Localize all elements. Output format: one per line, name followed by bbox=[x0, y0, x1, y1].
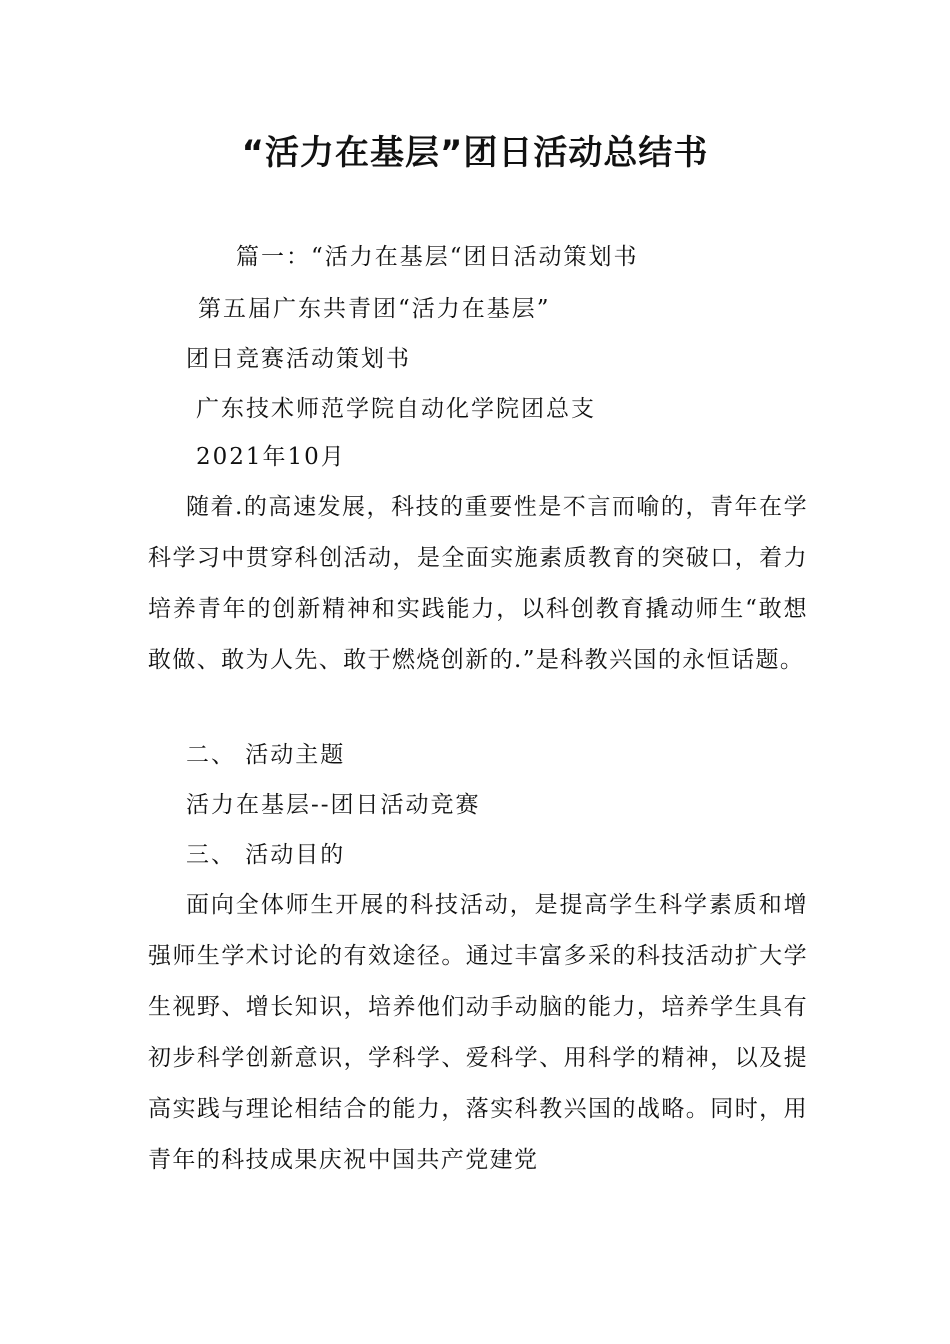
heading-plan: 篇一：“活力在基层“团日活动策划书 bbox=[236, 244, 639, 270]
section-2-heading: 二、 活动主题 bbox=[186, 742, 346, 768]
document-title: “活力在基层”团日活动总结书 bbox=[241, 133, 709, 173]
heading-competition: 团日竞赛活动策划书 bbox=[186, 346, 411, 372]
section-2-text: 活力在基层--团日活动竞赛 bbox=[186, 792, 481, 818]
intro-paragraph: 随着.的高速发展，科技的重要性是不言而喻的，青年在学科学习中贯穿科创活动，是全面实施素质教育的突破口，着力培养青年的创新精神和实践能力，以科创教育撬动师生“敢想敢做、敢为人先、敢于燃烧创新的.”是科教兴国的永恒话题。 bbox=[148, 494, 808, 673]
organization-name: 广东技术师范学院自动化学院团总支 bbox=[196, 396, 596, 422]
section-3-heading: 三、 活动目的 bbox=[186, 842, 346, 868]
heading-event-name: 第五届广东共青团“活力在基层” bbox=[198, 296, 551, 322]
document-date: 2021年10月 bbox=[196, 444, 346, 470]
purpose-paragraph: 面向全体师生开展的科技活动，是提高学生科学素质和增强师生学术讨论的有效途径。通过丰富多采的科技活动扩大学生视野、增长知识，培养他们动手动脑的能力，培养学生具有初步科学创新意识，学科学、爱科学、用科学的精神，以及提高实践与理论相结合的能力，落实科教兴国的战略。同时，用青年的科技成果庆祝中国共产党建党 bbox=[148, 892, 808, 1173]
